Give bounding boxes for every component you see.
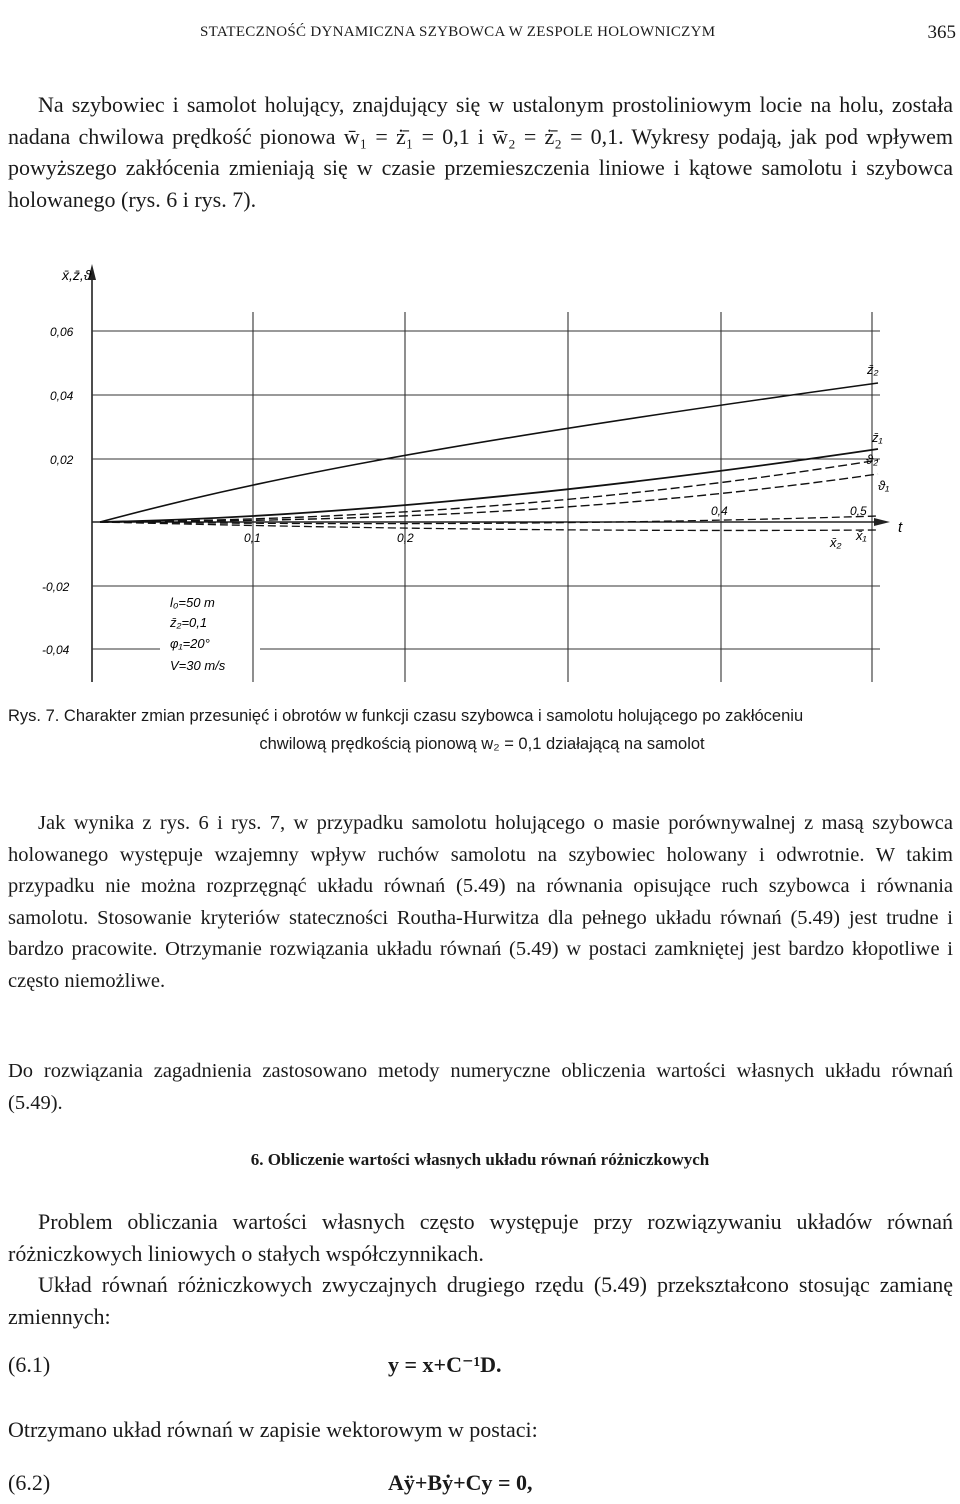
y-axis-label: x̄,z̄,ϑ	[62, 267, 92, 283]
curve-theta2	[100, 460, 878, 522]
parameter-phi1: φ₁=20°	[170, 636, 210, 651]
curve-label-z2: z̄₂	[867, 362, 879, 377]
paragraph-transformation: Układ równań różniczkowych zwyczajnych drugiego rzędu (5.49) przekształcono stosując zamianę zmiennych:	[8, 1272, 953, 1329]
curve-z1	[100, 449, 878, 522]
curve-label-x2: x̄₂	[830, 535, 842, 550]
curve-label-theta1: ϑ₁	[878, 478, 890, 493]
curve-label-z1: z̄₁	[872, 430, 883, 445]
parameter-z2: z̄₂=0,1	[170, 615, 208, 630]
curve-z2	[100, 383, 878, 522]
figure-7-plot	[0, 250, 960, 710]
curve-label-x1: x̄₁	[856, 528, 867, 543]
figure-caption	[8, 702, 956, 758]
caption-line-1: Rys. 7. Charakter zmian przesunięć i obrotów w funkcji czasu szybowca i samolotu holującego po zakłóceniu	[8, 707, 804, 725]
y-tick-label: 0,06	[50, 325, 74, 339]
page-number: 365	[927, 22, 956, 43]
x-tick-label: 0,1	[244, 531, 261, 545]
y-tick-label: 0,04	[50, 389, 74, 403]
paragraph-problem: Problem obliczania wartości własnych często występuje przy rozwiązywaniu układów równań różniczkowych liniowych o stałych współczynnikach.	[8, 1209, 953, 1266]
equation-6-2	[8, 1470, 953, 1504]
figure-7	[0, 250, 960, 710]
parameter-l0: l₀=50 m	[170, 595, 215, 610]
curve-label-theta2: ϑ₂	[866, 452, 879, 467]
caption-line-2: chwilową prędkością pionową w₂ = 0,1 działającą na samolot	[259, 735, 705, 753]
paragraph-discussion: Jak wynika z rys. 6 i rys. 7, w przypadku samolotu holującego o masie porównywalnej z masą szybowca holowanego występuje wzajemny wpływ ruchów samolotu na szybowiec holowany i odwrotnie. W takim przypadku nie można rozprzęgnąć układu równań (5.49) na równania opisujące ruch szybowca i równania samolotu. Stosowanie kryteriów stateczności Routha-Hurwitza dla pełnego układu równań (5.49) jest trudne i bardzo pracowite. Otrzymanie rozwiązania układu równań (5.49) w postaci zamkniętej jest bardzo kłopotliwe i często niemożliwe.	[8, 812, 953, 992]
x-tick-label: 0,4	[711, 504, 728, 518]
running-header	[200, 22, 960, 52]
x-tick-label: 0,2	[397, 531, 414, 545]
y-tick-label: -0,02	[42, 580, 70, 594]
equation-6-1	[8, 1352, 953, 1386]
x-axis-arrow	[874, 518, 890, 526]
paragraph-method: Do rozwiązania zagadnienia zastosowano metody numeryczne obliczenia wartości własnych układu równań (5.49).	[8, 1060, 953, 1114]
paragraph-intro: Na szybowiec i samolot holujący, znajdujący się w ustalonym prostoliniowym locie na holu, została nadana chwilowa prędkość pionowa w̄₁ = ż̄₁ = 0,1 i w̄₂ = ż̄₂ = 0,1. Wykresy podają, jak pod wpływem powyższego zakłócenia zmieniają się w czasie przemieszczenia liniowe i kątowe samolotu i szybowca holowanego (rys. 6 i rys. 7).	[8, 92, 953, 212]
x-axis-label: t	[898, 519, 903, 536]
section-heading: 6. Obliczenie wartości własnych układu równań różniczkowych	[250, 1150, 710, 1169]
y-tick-label: 0,02	[50, 453, 74, 467]
parameter-velocity: V=30 m/s	[170, 658, 226, 673]
equation-number: (6.2)	[8, 1470, 51, 1495]
y-tick-label: -0,04	[42, 643, 70, 657]
equation-number: (6.1)	[8, 1352, 51, 1377]
equation-body: y = x+C⁻¹D.	[388, 1352, 502, 1377]
equation-body: Aÿ+Bẏ+Cy = 0,	[388, 1470, 533, 1495]
header-title: STATECZNOŚĆ DYNAMICZNA SZYBOWCA W ZESPOLE HOLOWNICZYM	[200, 24, 716, 40]
x-tick-label: 0,5	[850, 504, 867, 518]
paragraph-vector-form: Otrzymano układ równań w zapisie wektorowym w postaci:	[8, 1417, 538, 1442]
